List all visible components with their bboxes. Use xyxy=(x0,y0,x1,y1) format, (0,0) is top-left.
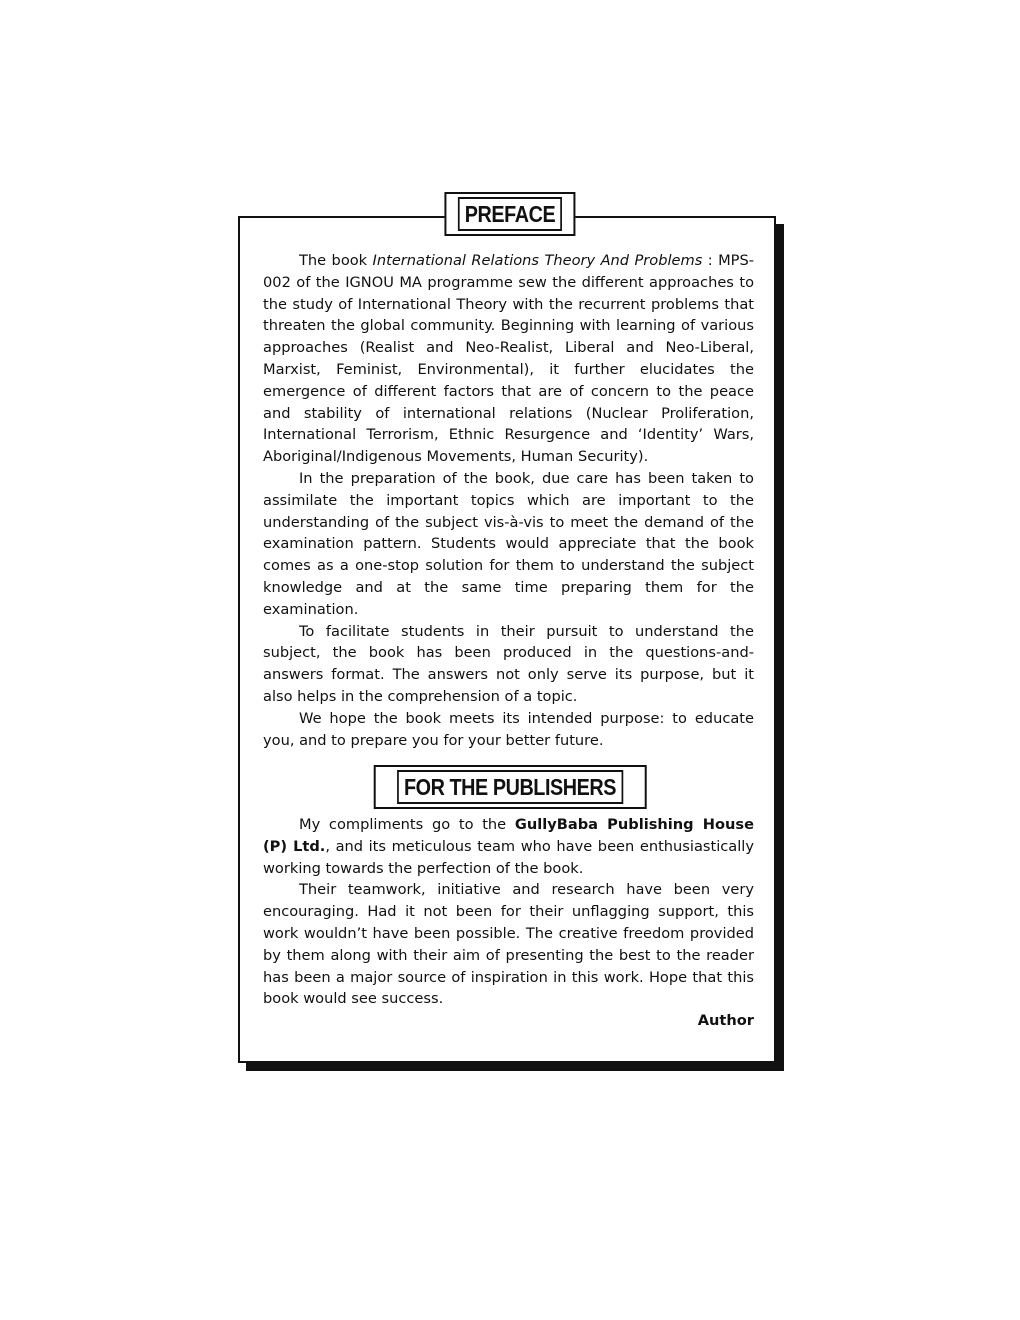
preface-heading: PREFACE xyxy=(458,197,562,231)
preface-p1-rest: : MPS-002 of the IGNOU MA programme sew the different approaches to the study of International Theory with the recurrent problems that threaten the global community. Beginning with learning of various approaches (Realist and Neo-Realist, Liberal and Neo-Liberal, Marxist, Feminist, Environmental), it further elucidates the emergence of different factors that are of concern to the peace and stability of international relations (Nuclear Proliferation, International Terrorism, Ethnic Resurgence and ‘Identity’ Wars, Aboriginal/Indigenous Movements, Human Security). xyxy=(263,252,754,466)
publishers-text xyxy=(263,814,754,1032)
preface-p1-lead: The book xyxy=(299,252,373,269)
publishers-paragraph-1 xyxy=(263,814,754,879)
book-title: International Relations Theory And Problems xyxy=(372,252,703,269)
publishers-p1-rest: , and its meticulous team who have been enthusiastically working towards the perfection of the book. xyxy=(263,837,755,877)
preface-text xyxy=(263,250,754,751)
preface-paragraph-1 xyxy=(263,250,754,468)
publishers-heading-box xyxy=(374,765,647,809)
preface-heading-box xyxy=(444,192,575,236)
preface-paragraph-4: We hope the book meets its intended purpose: to educate you, and to prepare you for your better future. xyxy=(263,709,754,749)
preface-paragraph-3: To facilitate students in their pursuit to understand the subject, the book has been produced in the questions-and-answers format. The answers not only serve its purpose, but it also helps in the comprehension of a topic. xyxy=(263,622,754,705)
preface-paragraph-2: In the preparation of the book, due care has been taken to assimilate the important topics which are important to the understanding of the subject vis-à-vis to meet the demand of the examination pattern. Students would appreciate that the book comes as a one-stop solution for them to understand the subject knowledge and at the same time preparing them for the examination. xyxy=(263,469,754,618)
publisher-company: GullyBaba Publishing House (P) Ltd. xyxy=(263,816,754,855)
publishers-p1-lead: My compliments go to the xyxy=(299,816,515,833)
author-signature: Author xyxy=(697,1012,754,1030)
publishers-heading: FOR THE PUBLISHERS xyxy=(397,770,623,804)
publishers-paragraph-2: Their teamwork, initiative and research have been very encouraging. Had it not been for their unflagging support, this work wouldn’t have been possible. The creative freedom provided by them along with their aim of presenting the best to the reader has been a major source of inspiration in this work. Hope that this book would see success. xyxy=(263,881,754,1008)
